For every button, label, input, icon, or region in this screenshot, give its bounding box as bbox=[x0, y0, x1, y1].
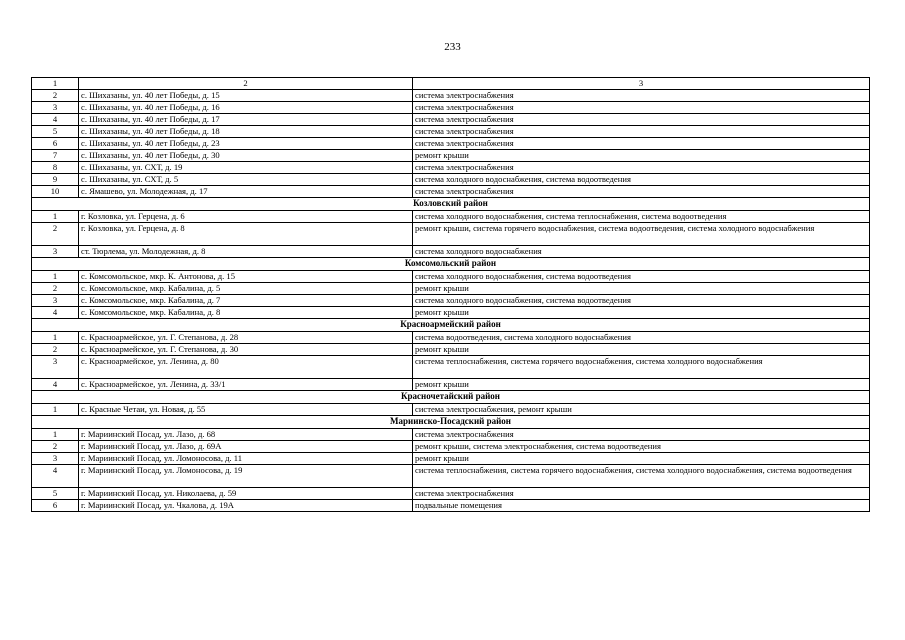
row-work-type: подвальные помещения bbox=[413, 500, 870, 512]
row-work-type: ремонт крыши, система горячего водоснабжения, система водоотведения, система холодного водоснабжения bbox=[413, 223, 870, 246]
row-address: г. Мариинский Посад, ул. Чкалова, д. 19А bbox=[79, 500, 413, 512]
column-header-work: 3 bbox=[413, 78, 870, 90]
district-header-row bbox=[32, 258, 870, 271]
row-work-type: система электроснабжения bbox=[413, 488, 870, 500]
table-row bbox=[32, 138, 870, 150]
row-work-type: ремонт крыши bbox=[413, 150, 870, 162]
row-number: 5 bbox=[32, 488, 79, 500]
row-number: 2 bbox=[32, 283, 79, 295]
row-work-type: система холодного водоснабжения, система водоотведения bbox=[413, 271, 870, 283]
district-title: Комсомольский район bbox=[32, 258, 870, 271]
row-address: г. Козловка, ул. Герцена, д. 8 bbox=[79, 223, 413, 246]
column-header-number: 1 bbox=[32, 78, 79, 90]
row-address: г. Мариинский Посад, ул. Ломоносова, д. 11 bbox=[79, 453, 413, 465]
row-address: г. Мариинский Посад, ул. Николаева, д. 59 bbox=[79, 488, 413, 500]
district-header-row bbox=[32, 391, 870, 404]
row-address: с. Комсомольское, мкр. Кабалина, д. 5 bbox=[79, 283, 413, 295]
district-title: Козловский район bbox=[32, 198, 870, 211]
repair-table bbox=[31, 77, 870, 512]
row-address: с. Ямашево, ул. Молодежная, д. 17 bbox=[79, 186, 413, 198]
table-row bbox=[32, 174, 870, 186]
row-number: 2 bbox=[32, 223, 79, 246]
row-address: г. Козловка, ул. Герцена, д. 6 bbox=[79, 211, 413, 223]
row-number: 3 bbox=[32, 246, 79, 258]
row-work-type: система электроснабжения bbox=[413, 162, 870, 174]
row-number: 5 bbox=[32, 126, 79, 138]
row-number: 3 bbox=[32, 102, 79, 114]
table-row bbox=[32, 500, 870, 512]
row-work-type: система холодного водоснабжения bbox=[413, 246, 870, 258]
table-row bbox=[32, 126, 870, 138]
table-row bbox=[32, 186, 870, 198]
row-work-type: ремонт крыши bbox=[413, 307, 870, 319]
row-work-type: система теплоснабжения, система горячего водоснабжения, система холодного водоснабжения, система водоотведения bbox=[413, 465, 870, 488]
row-number: 4 bbox=[32, 307, 79, 319]
table-row bbox=[32, 453, 870, 465]
row-work-type: система водоотведения, система холодного водоснабжения bbox=[413, 332, 870, 344]
row-work-type: система электроснабжения bbox=[413, 126, 870, 138]
table-row bbox=[32, 307, 870, 319]
table-row bbox=[32, 271, 870, 283]
row-address: с. Комсомольское, мкр. К. Антонова, д. 15 bbox=[79, 271, 413, 283]
row-address: с. Шихазаны, ул. 40 лет Победы, д. 18 bbox=[79, 126, 413, 138]
row-address: с. Шихазаны, ул. 40 лет Победы, д. 16 bbox=[79, 102, 413, 114]
table-row bbox=[32, 488, 870, 500]
table-row bbox=[32, 429, 870, 441]
row-number: 1 bbox=[32, 404, 79, 416]
row-work-type: ремонт крыши bbox=[413, 344, 870, 356]
row-work-type: система электроснабжения bbox=[413, 429, 870, 441]
table-row bbox=[32, 295, 870, 307]
district-header-row bbox=[32, 416, 870, 429]
district-header-row bbox=[32, 198, 870, 211]
table-row bbox=[32, 114, 870, 126]
row-work-type: система холодного водоснабжения, система теплоснабжения, система водоотведения bbox=[413, 211, 870, 223]
row-address: с. Красноармейское, ул. Г. Степанова, д. 30 bbox=[79, 344, 413, 356]
row-number: 4 bbox=[32, 114, 79, 126]
column-header-address: 2 bbox=[79, 78, 413, 90]
table-row bbox=[32, 356, 870, 379]
district-header-row bbox=[32, 319, 870, 332]
table-row bbox=[32, 404, 870, 416]
row-number: 9 bbox=[32, 174, 79, 186]
table-row bbox=[32, 211, 870, 223]
row-number: 6 bbox=[32, 138, 79, 150]
row-address: с. Шихазаны, ул. 40 лет Победы, д. 15 bbox=[79, 90, 413, 102]
row-address: с. Шихазаны, ул. СХТ, д. 5 bbox=[79, 174, 413, 186]
row-address: с. Шихазаны, ул. СХТ, д. 19 bbox=[79, 162, 413, 174]
table-row bbox=[32, 441, 870, 453]
row-work-type: система электроснабжения, ремонт крыши bbox=[413, 404, 870, 416]
row-number: 1 bbox=[32, 211, 79, 223]
row-work-type: система электроснабжения bbox=[413, 90, 870, 102]
table-row bbox=[32, 223, 870, 246]
row-number: 4 bbox=[32, 379, 79, 391]
row-work-type: ремонт крыши bbox=[413, 379, 870, 391]
row-number: 3 bbox=[32, 453, 79, 465]
row-number: 4 bbox=[32, 465, 79, 488]
row-address: г. Мариинский Посад, ул. Ломоносова, д. 19 bbox=[79, 465, 413, 488]
table-row bbox=[32, 344, 870, 356]
row-address: с. Комсомольское, мкр. Кабалина, д. 8 bbox=[79, 307, 413, 319]
row-work-type: система холодного водоснабжения, система водоотведения bbox=[413, 174, 870, 186]
table-row bbox=[32, 162, 870, 174]
row-address: с. Красноармейское, ул. Ленина, д. 80 bbox=[79, 356, 413, 379]
row-number: 1 bbox=[32, 429, 79, 441]
row-work-type: система электроснабжения bbox=[413, 114, 870, 126]
row-number: 10 bbox=[32, 186, 79, 198]
row-address: с. Шихазаны, ул. 40 лет Победы, д. 23 bbox=[79, 138, 413, 150]
row-work-type: система электроснабжения bbox=[413, 138, 870, 150]
row-number: 3 bbox=[32, 295, 79, 307]
table-header-row bbox=[32, 78, 870, 90]
row-number: 1 bbox=[32, 271, 79, 283]
row-work-type: ремонт крыши bbox=[413, 283, 870, 295]
row-address: с. Красные Четаи, ул. Новая, д. 55 bbox=[79, 404, 413, 416]
row-work-type: ремонт крыши, система электроснабжения, система водоотведения bbox=[413, 441, 870, 453]
table-row bbox=[32, 150, 870, 162]
row-number: 2 bbox=[32, 441, 79, 453]
row-address: г. Мариинский Посад, ул. Лазо, д. 69А bbox=[79, 441, 413, 453]
row-address: ст. Тюрлема, ул. Молодежная, д. 8 bbox=[79, 246, 413, 258]
table-row bbox=[32, 246, 870, 258]
district-title: Мариинско-Посадский район bbox=[32, 416, 870, 429]
row-number: 8 bbox=[32, 162, 79, 174]
row-address: г. Мариинский Посад, ул. Лазо, д. 68 bbox=[79, 429, 413, 441]
row-number: 6 bbox=[32, 500, 79, 512]
row-number: 3 bbox=[32, 356, 79, 379]
row-address: с. Шихазаны, ул. 40 лет Победы, д. 30 bbox=[79, 150, 413, 162]
table-row bbox=[32, 379, 870, 391]
page-number: 233 bbox=[444, 41, 461, 53]
row-work-type: ремонт крыши bbox=[413, 453, 870, 465]
district-title: Красноармейский район bbox=[32, 319, 870, 332]
row-number: 2 bbox=[32, 90, 79, 102]
row-work-type: система электроснабжения bbox=[413, 102, 870, 114]
table-row bbox=[32, 102, 870, 114]
row-number: 7 bbox=[32, 150, 79, 162]
row-work-type: система электроснабжения bbox=[413, 186, 870, 198]
row-work-type: система теплоснабжения, система горячего водоснабжения, система холодного водоснабжения bbox=[413, 356, 870, 379]
table-row bbox=[32, 283, 870, 295]
row-number: 2 bbox=[32, 344, 79, 356]
table-row bbox=[32, 465, 870, 488]
table-row bbox=[32, 332, 870, 344]
row-address: с. Красноармейское, ул. Г. Степанова, д. 28 bbox=[79, 332, 413, 344]
row-address: с. Шихазаны, ул. 40 лет Победы, д. 17 bbox=[79, 114, 413, 126]
row-work-type: система холодного водоснабжения, система водоотведения bbox=[413, 295, 870, 307]
row-number: 1 bbox=[32, 332, 79, 344]
repair-table-body bbox=[32, 78, 870, 512]
row-address: с. Красноармейское, ул. Ленина, д. 33/1 bbox=[79, 379, 413, 391]
district-title: Красночетайский район bbox=[32, 391, 870, 404]
table-row bbox=[32, 90, 870, 102]
row-address: с. Комсомольское, мкр. Кабалина, д. 7 bbox=[79, 295, 413, 307]
